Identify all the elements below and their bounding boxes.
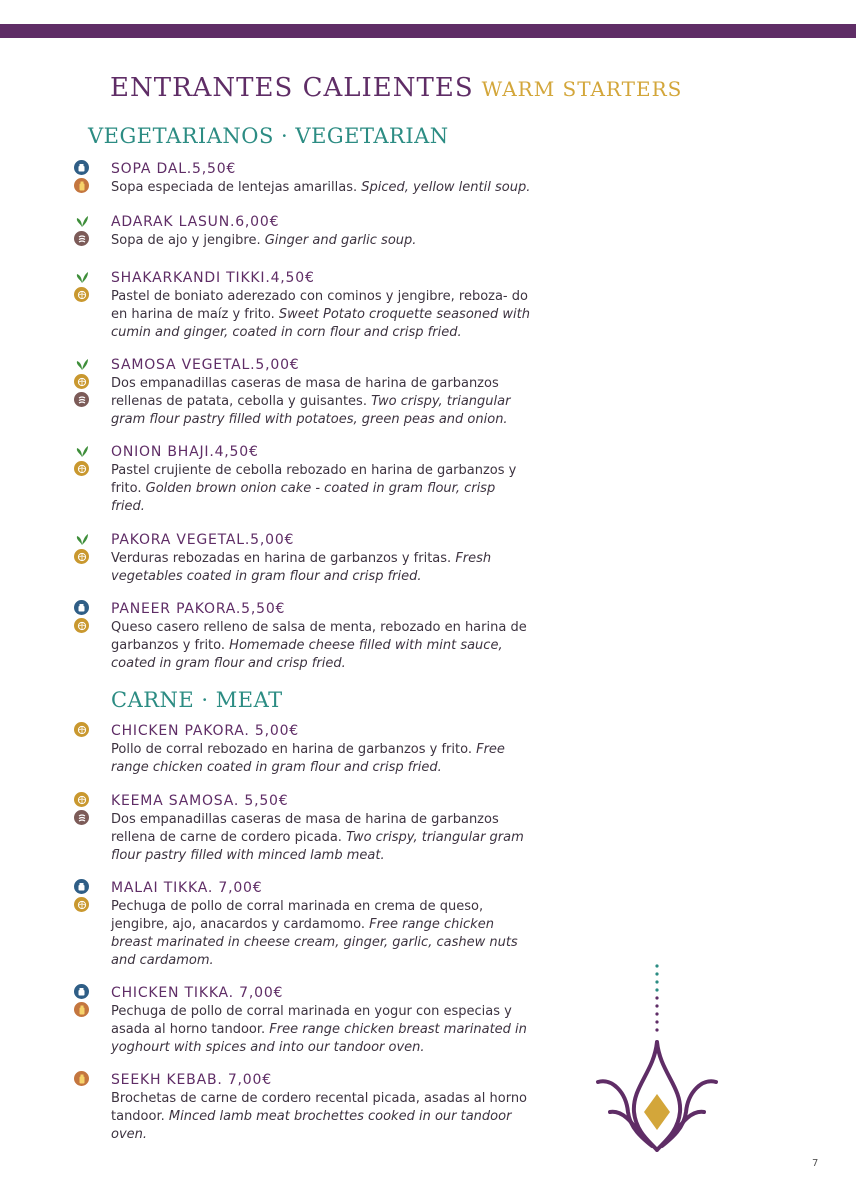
item-description-en: Ginger and garlic soup. — [264, 233, 417, 248]
allergen-icons — [74, 531, 90, 567]
section-title — [110, 66, 682, 104]
item-name: SHAKARKANDI TIKKI.4,50€ — [111, 270, 315, 286]
nut-icon — [74, 374, 89, 389]
item-description — [111, 898, 531, 970]
item-description-es: Pollo de corral rebozado en harina de garbanzos y frito. — [111, 742, 472, 757]
item-description-en: Two crispy, triangular gram flour pastry filled with potatoes, green peas and onion. — [111, 394, 511, 427]
section-title-en: WARM STARTERS — [481, 77, 683, 101]
item-description — [111, 375, 531, 429]
item-name: SAMOSA VEGETAL.5,00€ — [111, 357, 300, 373]
vegetarian-heading: VEGETARIANOS · VEGETARIAN — [88, 124, 449, 148]
allergen-icons — [74, 984, 90, 1020]
nut-icon — [74, 461, 89, 476]
menu-item — [111, 600, 531, 673]
item-description-es: Verduras rebozadas en harina de garbanzos y fritas. — [111, 551, 452, 566]
item-description-es: Sopa de ajo y jengibre. — [111, 233, 261, 248]
nut-icon — [74, 549, 89, 564]
item-description — [111, 288, 531, 342]
dairy-icon — [74, 984, 89, 999]
item-description-en: Spiced, yellow lentil soup. — [361, 180, 531, 195]
vegan-leaf-icon — [74, 356, 89, 371]
item-description-es: Pastel crujiente de cebolla rebozado en harina de garbanzos y frito. — [111, 463, 517, 496]
item-name: KEEMA SAMOSA. 5,50€ — [111, 793, 289, 809]
menu-item — [111, 984, 531, 1057]
vegan-leaf-icon — [74, 213, 89, 228]
item-description-en: Golden brown onion cake - coated in gram flour, crisp fried. — [111, 481, 496, 514]
item-description — [111, 232, 531, 250]
menu-item — [111, 269, 531, 342]
allergen-icons — [74, 356, 90, 410]
item-description — [111, 741, 531, 777]
item-description-en: Two crispy, triangular gram flour pastry filled with minced lamb meat. — [111, 830, 524, 863]
item-name: SEEKH KEBAB. 7,00€ — [111, 1072, 272, 1088]
nut-icon — [74, 792, 89, 807]
item-description — [111, 811, 531, 865]
menu-item — [111, 356, 531, 429]
mustard-icon — [74, 1002, 89, 1017]
item-name: CHICKEN TIKKA. 7,00€ — [111, 985, 284, 1001]
top-color-bar — [0, 24, 856, 38]
item-description-en: Fresh vegetables coated in gram flour and crisp fried. — [111, 551, 492, 584]
allergen-icons — [74, 269, 90, 305]
dairy-icon — [74, 160, 89, 175]
item-description-es: Pechuga de pollo de corral marinada en yogur con especias y asada al horno tandoor. — [111, 1004, 512, 1037]
menu-item — [111, 792, 531, 865]
item-description-es: Brochetas de carne de cordero recental picada, asadas al horno tandoor. — [111, 1091, 528, 1124]
meat-heading: CARNE · MEAT — [111, 688, 283, 712]
item-description — [111, 179, 531, 197]
menu-item — [111, 722, 531, 777]
allergen-icons — [74, 213, 90, 249]
item-description-en: Minced lamb meat brochettes cooked in our tandoor oven. — [111, 1109, 512, 1142]
allergen-icons — [74, 600, 90, 636]
item-name: SOPA DAL.5,50€ — [111, 161, 237, 177]
menu-item — [111, 1071, 531, 1144]
item-description-en: Free range chicken coated in gram flour and crisp fried. — [111, 742, 505, 775]
item-description — [111, 462, 531, 516]
mustard-icon — [74, 178, 89, 193]
item-description-es: Dos empanadillas caseras de masa de harina de garbanzos rellena de carne de cordero picada. — [111, 812, 499, 845]
allergen-icons — [74, 722, 90, 740]
allergen-icons — [74, 443, 90, 479]
item-name: CHICKEN PAKORA. 5,00€ — [111, 723, 299, 739]
allergen-icons — [74, 1071, 90, 1089]
item-description-en: Sweet Potato croquette seasoned with cumin and ginger, coated in corn flour and crisp fried. — [111, 307, 530, 340]
item-description-es: Sopa especiada de lentejas amarillas. — [111, 180, 358, 195]
item-description-en: Free range chicken breast marinated in yoghourt with spices and into our tandoor oven. — [111, 1022, 527, 1055]
mustard-icon — [74, 1071, 89, 1086]
gluten-icon — [74, 231, 89, 246]
item-description-es: Pechuga de pollo de corral marinada en crema de queso, jengibre, ajo, anacardos y cardamomo. — [111, 899, 484, 932]
vegan-leaf-icon — [74, 269, 89, 284]
vegan-leaf-icon — [74, 443, 89, 458]
nut-icon — [74, 722, 89, 737]
nut-icon — [74, 618, 89, 633]
page-number: 7 — [812, 1158, 819, 1169]
dairy-icon — [74, 879, 89, 894]
section-title-es: ENTRANTES CALIENTES — [110, 73, 474, 103]
dairy-icon — [74, 600, 89, 615]
nut-icon — [74, 287, 89, 302]
gluten-icon — [74, 810, 89, 825]
item-description — [111, 1090, 531, 1144]
item-description-es: Dos empanadillas caseras de masa de harina de garbanzos rellenas de patata, cebolla y guisantes. — [111, 376, 499, 409]
menu-item — [111, 160, 531, 197]
item-name: ADARAK LASUN.6,00€ — [111, 214, 280, 230]
menu-item — [111, 443, 531, 516]
gluten-icon — [74, 392, 89, 407]
item-description — [111, 619, 531, 673]
item-description-es: Queso casero relleno de salsa de menta, rebozado en harina de garbanzos y frito. — [111, 620, 527, 653]
menu-item — [111, 531, 531, 586]
allergen-icons — [74, 160, 90, 196]
item-description — [111, 1003, 531, 1057]
item-description-en: Free range chicken breast marinated in cheese cream, ginger, garlic, cashew nuts and cardamom. — [111, 917, 518, 968]
menu-item — [111, 213, 531, 250]
menu-item — [111, 879, 531, 970]
item-name: PAKORA VEGETAL.5,00€ — [111, 532, 295, 548]
item-name: MALAI TIKKA. 7,00€ — [111, 880, 263, 896]
item-description-en: Homemade cheese filled with mint sauce, coated in gram flour and crisp fried. — [111, 638, 503, 671]
item-description — [111, 550, 531, 586]
allergen-icons — [74, 879, 90, 915]
vegan-leaf-icon — [74, 531, 89, 546]
allergen-icons — [74, 792, 90, 828]
lotus-ornament-icon — [592, 962, 722, 1152]
item-name: ONION BHAJI.4,50€ — [111, 444, 259, 460]
item-description-es: Pastel de boniato aderezado con cominos y jengibre, reboza- do en harina de maíz y frito. — [111, 289, 528, 322]
nut-icon — [74, 897, 89, 912]
item-name: PANEER PAKORA.5,50€ — [111, 601, 286, 617]
